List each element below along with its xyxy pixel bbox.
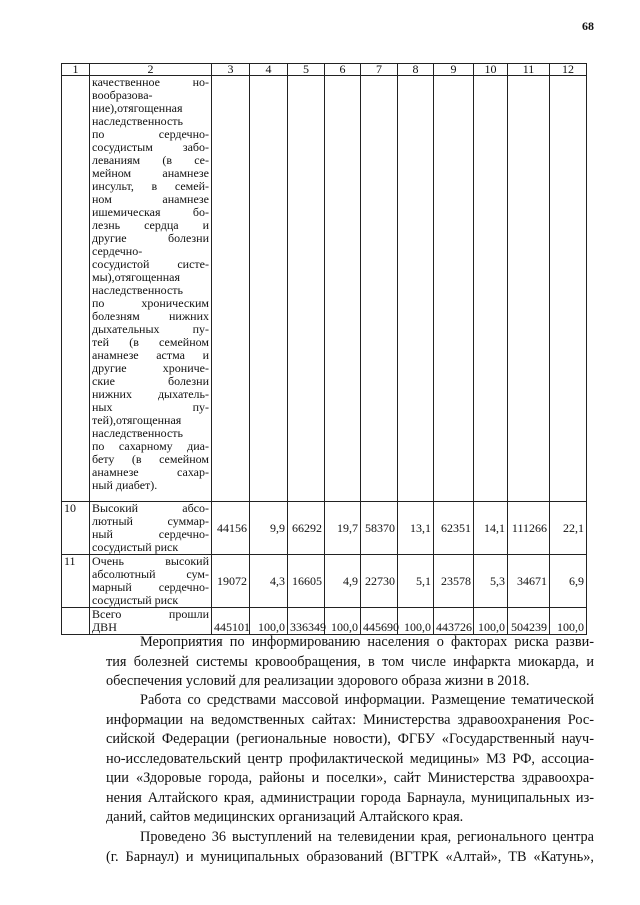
text-line: ишемическая бо-	[92, 205, 209, 219]
text-line: ный сердечно-	[92, 527, 209, 541]
text-line: вообразова-	[92, 88, 153, 102]
text-line: дыхательных пу-	[92, 322, 209, 336]
column-header: 7	[361, 64, 398, 76]
header-row	[62, 64, 587, 76]
row-number-cell	[62, 608, 90, 635]
value-cell: 5,1	[398, 555, 434, 608]
value-cell: 66292	[288, 502, 325, 555]
text-line: (г. Барнаул) и муниципальных образований (ВГТРК «Алтай», ТВ «Катунь»,	[106, 848, 594, 865]
text-line: другие хрониче-	[92, 361, 209, 375]
text-line: Работа со средствами массовой информации. Размещение тематической	[140, 692, 594, 708]
text-line: бету (в семейном	[92, 452, 209, 466]
text-line: сосудистый риск	[92, 593, 179, 607]
text-line: инсульт, в семей-	[92, 179, 209, 193]
text-line: ном анамнезе	[92, 192, 209, 206]
row-number-cell: 10	[62, 502, 90, 555]
text-line: по хроническим	[92, 296, 209, 310]
text-line: Очень высокий	[92, 554, 209, 568]
table-row	[62, 608, 587, 635]
value-cell: 6,9	[550, 555, 587, 608]
column-header: 8	[398, 64, 434, 76]
paragraph-2	[106, 691, 594, 828]
row-label-cell	[90, 555, 212, 608]
text-line: лезнь сердца и	[92, 218, 209, 232]
text-line: абсолютный сум-	[92, 567, 209, 581]
column-header: 1	[62, 64, 90, 76]
column-header: 12	[550, 64, 587, 76]
value-cell: 111266	[508, 502, 550, 555]
text-line: по сердечно-	[92, 127, 209, 141]
column-header: 6	[325, 64, 361, 76]
table-row	[62, 555, 587, 608]
column-header: 10	[474, 64, 508, 76]
value-cell: 4,9	[325, 555, 361, 608]
value-cell: 9,9	[250, 502, 288, 555]
text-line: тей),отягощенная	[92, 413, 182, 427]
table-row	[62, 502, 587, 555]
text-line: мы),отягощенная	[92, 270, 180, 284]
value-cell: 16605	[288, 555, 325, 608]
text-line: сосудистой систе-	[92, 257, 209, 271]
text-line: качественное но-	[92, 75, 209, 89]
paragraph-3	[106, 828, 594, 867]
value-cell: 34671	[508, 555, 550, 608]
text-line: ние),отягощенная	[92, 101, 183, 115]
value-cell: 100,0	[250, 608, 288, 635]
page-number: 68	[582, 19, 594, 33]
value-cell: 4,3	[250, 555, 288, 608]
value-cell: 443726	[434, 608, 474, 635]
value-cell: 44156	[212, 502, 250, 555]
text-line: Мероприятия по информированию населения о факторах риска разви-	[140, 634, 594, 650]
column-header: 9	[434, 64, 474, 76]
text-line: обеспечения условий для реализации здорового образа жизни в 2018.	[106, 673, 530, 689]
text-line: Высокий абсо-	[92, 501, 209, 515]
text-line: сердечно-	[92, 244, 143, 258]
text-line: марный сердечно-	[92, 580, 209, 594]
text-line: наследственность	[92, 426, 184, 440]
text-line: по сахарному диа-	[92, 439, 209, 453]
value-cell: 445101	[212, 608, 250, 635]
value-cell: 19,7	[325, 502, 361, 555]
value-cell: 100,0	[325, 608, 361, 635]
column-header: 11	[508, 64, 550, 76]
text-line: тей (в семейном	[92, 335, 209, 349]
text-line: сийской Федерации (региональные новости), ФГБУ «Государственный науч-	[106, 731, 594, 747]
text-line: ские болезни	[92, 374, 209, 388]
row-label-cell	[90, 608, 212, 635]
statistics-table	[61, 63, 587, 635]
row-label-cell	[90, 76, 212, 502]
text-line: сосудистым забо-	[92, 140, 209, 154]
text-line: ных пу-	[92, 400, 209, 414]
value-cell: 22,1	[550, 502, 587, 555]
column-header: 2	[90, 64, 212, 76]
text-line: наследственность	[92, 114, 184, 128]
text-line: Проведено 36 выступлений на телевидении края, регионального центра	[140, 829, 594, 845]
value-cell: 58370	[361, 502, 398, 555]
text-line: но-исследовательский центр профилактической медицины» МЗ РФ, ассоциа-	[106, 750, 594, 767]
text-line: лютный суммар-	[92, 514, 209, 528]
column-header: 3	[212, 64, 250, 76]
text-line: анамнезе астма и	[92, 348, 209, 362]
text-line: наследственность	[92, 283, 184, 297]
value-cell: 336349	[288, 608, 325, 635]
row-number-cell: 11	[62, 555, 90, 608]
value-cell: 100,0	[398, 608, 434, 635]
value-cell: 445690	[361, 608, 398, 635]
value-cell: 100,0	[550, 608, 587, 635]
paragraph-1	[106, 633, 594, 692]
text-line: нения Алтайского края, администрации города Барнаула, муниципальных из-	[106, 789, 594, 806]
text-line: ный диабет).	[92, 478, 158, 492]
text-line: другие болезни	[92, 231, 209, 245]
column-header: 5	[288, 64, 325, 76]
text-line: болезням нижних	[92, 309, 209, 323]
value-cell: 19072	[212, 555, 250, 608]
text-line: информации на ведомственных сайтах: Министерства здравоохранения Рос-	[106, 711, 594, 728]
text-line: Всего прошли	[92, 607, 209, 621]
row-label-cell	[90, 502, 212, 555]
text-line: мейном анамнезе	[92, 166, 209, 180]
value-cell: 5,3	[474, 555, 508, 608]
value-cell: 23578	[434, 555, 474, 608]
table-row	[62, 76, 587, 502]
text-line: нижних дыхатель-	[92, 387, 209, 401]
value-cell: 13,1	[398, 502, 434, 555]
value-cell: 100,0	[474, 608, 508, 635]
value-cell: 62351	[434, 502, 474, 555]
text-line: леваниям (в се-	[92, 153, 209, 167]
value-cell: 14,1	[474, 502, 508, 555]
text-line: тия болезней системы кровообращения, в том числе инфаркта миокарда, и	[106, 653, 594, 670]
row-number-cell	[62, 76, 90, 502]
text-line: даний, сайтов медицинских организаций Алтайского края.	[106, 809, 464, 825]
column-header: 4	[250, 64, 288, 76]
text-line: сосудистый риск	[92, 540, 179, 554]
value-cell: 504239	[508, 608, 550, 635]
text-line: анамнезе сахар-	[92, 465, 209, 479]
text-line: ции «Здоровые города, районы и поселки», сайт Министерства здравоохра-	[106, 770, 594, 786]
text-line: ДВН	[92, 620, 117, 634]
value-cell: 22730	[361, 555, 398, 608]
